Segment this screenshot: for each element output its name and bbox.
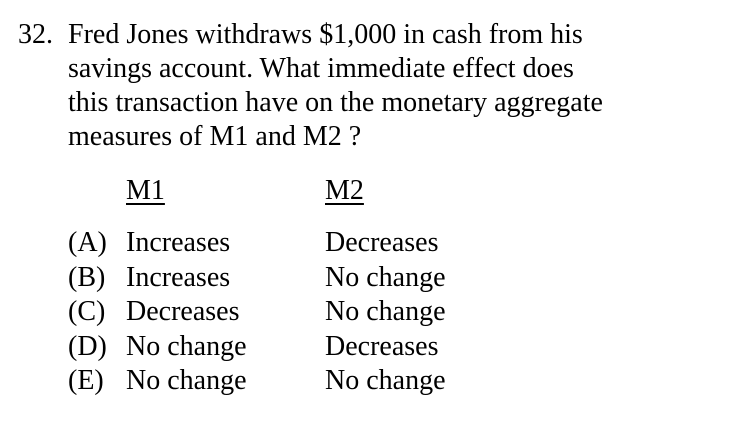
answer-option-b[interactable] <box>68 261 708 296</box>
question-stem <box>68 18 738 154</box>
answer-option-c[interactable] <box>68 295 708 330</box>
option-m2-effect: No change <box>325 365 446 396</box>
question-stem-line: measures of M1 and M2 ? <box>68 121 362 152</box>
option-m2-effect: No change <box>325 261 446 293</box>
question-number: 32. <box>18 19 53 50</box>
question-stem-line: this transaction have on the monetary aggregate <box>68 87 603 118</box>
option-m1-effect: No change <box>126 365 247 396</box>
answer-option-d[interactable] <box>68 330 708 365</box>
option-m2-effect: Decreases <box>325 227 439 258</box>
option-m2-effect: No change <box>325 296 446 327</box>
option-m2-effect: Decreases <box>325 330 439 362</box>
answer-option-a[interactable] <box>68 226 708 261</box>
option-letter: (D) <box>68 330 107 362</box>
option-m1-effect: Decreases <box>126 296 240 327</box>
option-letter: (C) <box>68 296 106 327</box>
option-letter: (B) <box>68 261 106 293</box>
answer-options <box>68 226 708 399</box>
question-stem-line: Fred Jones withdraws $1,000 in cash from his <box>68 19 583 50</box>
question-stem-line: savings account. What immediate effect does <box>68 53 574 84</box>
column-header-m1: M1 <box>126 175 165 206</box>
option-m1-effect: Increases <box>126 261 231 293</box>
option-letter: (E) <box>68 365 104 396</box>
option-m1-effect: No change <box>126 330 247 362</box>
option-m1-effect: Increases <box>126 227 231 258</box>
column-header-m2: M2 <box>325 175 364 206</box>
answer-option-e[interactable] <box>68 364 708 399</box>
option-letter: (A) <box>68 227 107 258</box>
